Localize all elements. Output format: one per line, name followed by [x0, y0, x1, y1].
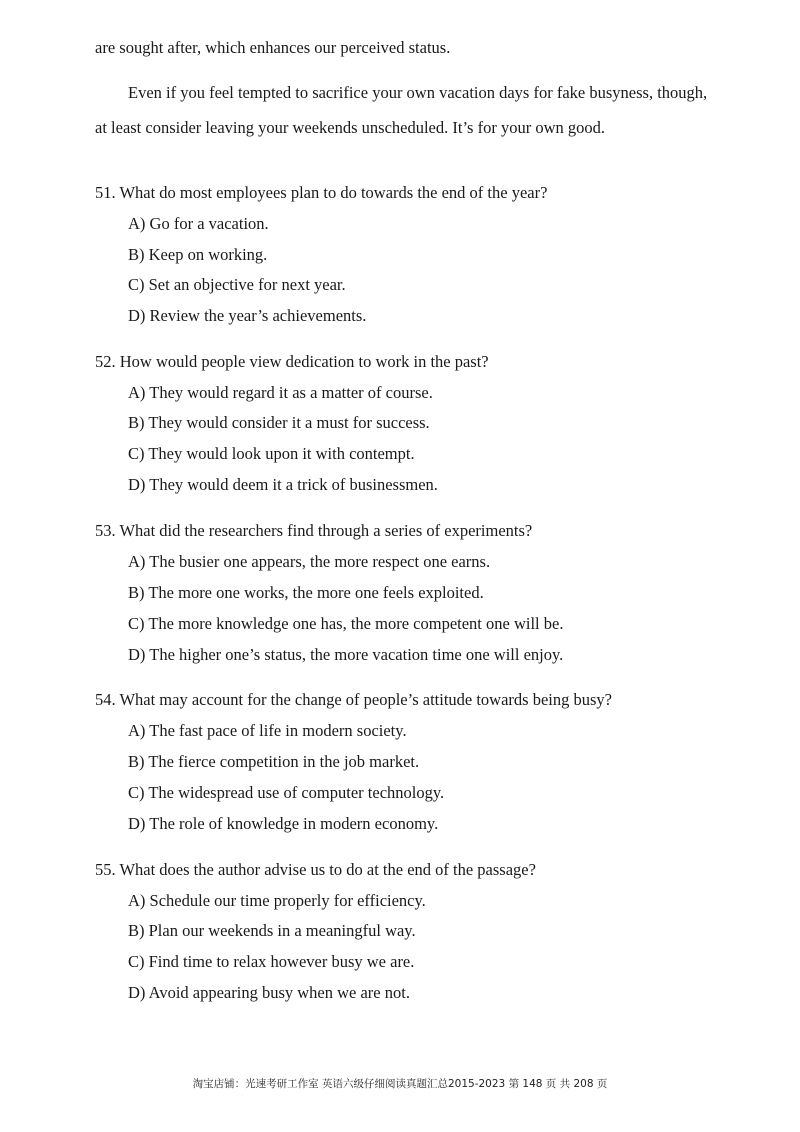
answer-option: A) The fast pace of life in modern society. [128, 721, 407, 740]
answer-option: A) Go for a vacation. [128, 214, 269, 233]
question-stem: 54. What may account for the change of people’s attitude towards being busy? [95, 690, 612, 709]
answer-option: D) The role of knowledge in modern economy. [128, 814, 439, 833]
answer-option: A) The busier one appears, the more respect one earns. [128, 552, 491, 571]
answer-option: C) The more knowledge one has, the more competent one will be. [128, 614, 564, 633]
answer-option: D) The higher one’s status, the more vacation time one will enjoy. [128, 645, 564, 664]
answer-option: C) The widespread use of computer technology. [128, 783, 445, 802]
page-footer: 淘宝店铺：光速考研工作室 英语六级仔细阅读真题汇总2015-2023 第 148 页 共 208 页 [192, 1078, 608, 1090]
answer-option: B) The fierce competition in the job market. [128, 752, 420, 771]
answer-option: D) Review the year’s achievements. [128, 306, 367, 325]
answer-option: B) Plan our weekends in a meaningful way. [128, 921, 416, 940]
question-stem: 53. What did the researchers find through a series of experiments? [95, 521, 533, 540]
answer-option: B) They would consider it a must for success. [128, 413, 430, 432]
answer-option: B) Keep on working. [128, 245, 268, 264]
question-stem: 51. What do most employees plan to do towards the end of the year? [95, 183, 548, 202]
answer-option: A) They would regard it as a matter of course. [128, 383, 433, 402]
answer-option: C) Find time to relax however busy we are. [128, 952, 415, 971]
answer-option: C) They would look upon it with contempt. [128, 444, 415, 463]
passage-paragraph-line: Even if you feel tempted to sacrifice your own vacation days for fake busyness, though, [128, 83, 708, 102]
question-stem: 52. How would people view dedication to work in the past? [95, 352, 489, 371]
answer-option: A) Schedule our time properly for efficiency. [128, 891, 426, 910]
answer-option: B) The more one works, the more one feels exploited. [128, 583, 484, 602]
question-stem: 55. What does the author advise us to do at the end of the passage? [95, 860, 536, 879]
passage-paragraph-line: at least consider leaving your weekends unscheduled. It’s for your own good. [95, 118, 605, 137]
answer-option: D) They would deem it a trick of businessmen. [128, 475, 438, 494]
answer-option: C) Set an objective for next year. [128, 275, 346, 294]
passage-text-line: are sought after, which enhances our perceived status. [95, 38, 451, 57]
answer-option: D) Avoid appearing busy when we are not. [128, 983, 410, 1002]
